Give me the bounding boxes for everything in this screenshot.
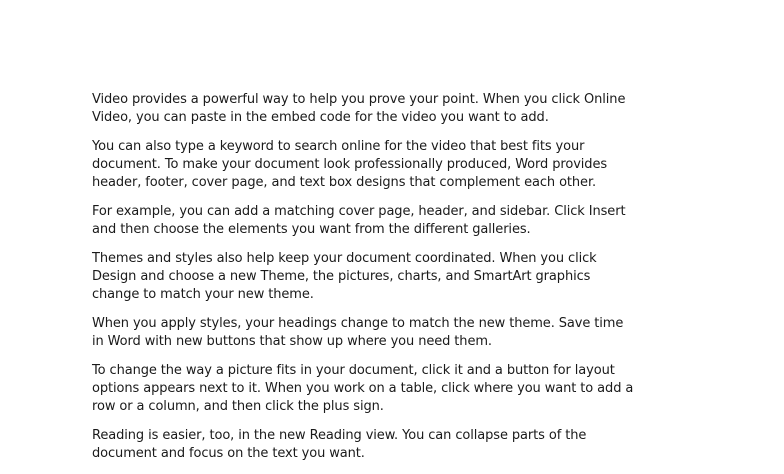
text-line: in Word with new buttons that show up where you need them.	[92, 334, 492, 349]
paragraph	[92, 91, 702, 127]
paragraph	[92, 427, 702, 463]
text-line: options appears next to it. When you work on a table, click where you want to add a	[92, 381, 634, 396]
text-line: and then choose the elements you want from the different galleries.	[92, 222, 531, 237]
paragraph	[92, 138, 702, 192]
text-line: Video, you can paste in the embed code for the video you want to add.	[92, 110, 549, 125]
text-line: To change the way a picture fits in your document, click it and a button for layout	[92, 363, 615, 378]
text-line: Design and choose a new Theme, the pictures, charts, and SmartArt graphics	[92, 269, 591, 284]
text-line: Themes and styles also help keep your document coordinated. When you click	[92, 251, 597, 266]
text-line: Video provides a powerful way to help you prove your point. When you click Online	[92, 92, 626, 107]
text-line: You can also type a keyword to search online for the video that best fits your	[92, 139, 585, 154]
text-line: When you apply styles, your headings change to match the new theme. Save time	[92, 316, 624, 331]
text-line: document and focus on the text you want.	[92, 446, 365, 461]
text-line: document. To make your document look professionally produced, Word provides	[92, 157, 608, 172]
text-line: change to match your new theme.	[92, 287, 314, 302]
paragraph	[92, 250, 702, 304]
text-line: For example, you can add a matching cover page, header, and sidebar. Click Insert	[92, 204, 626, 219]
text-line: row or a column, and then click the plus sign.	[92, 399, 384, 414]
paragraph	[92, 203, 702, 239]
text-line: header, footer, cover page, and text box designs that complement each other.	[92, 175, 597, 190]
paragraph	[92, 315, 702, 351]
text-line: Reading is easier, too, in the new Reading view. You can collapse parts of the	[92, 428, 587, 443]
document-body[interactable]	[92, 91, 702, 474]
paragraph	[92, 362, 702, 416]
